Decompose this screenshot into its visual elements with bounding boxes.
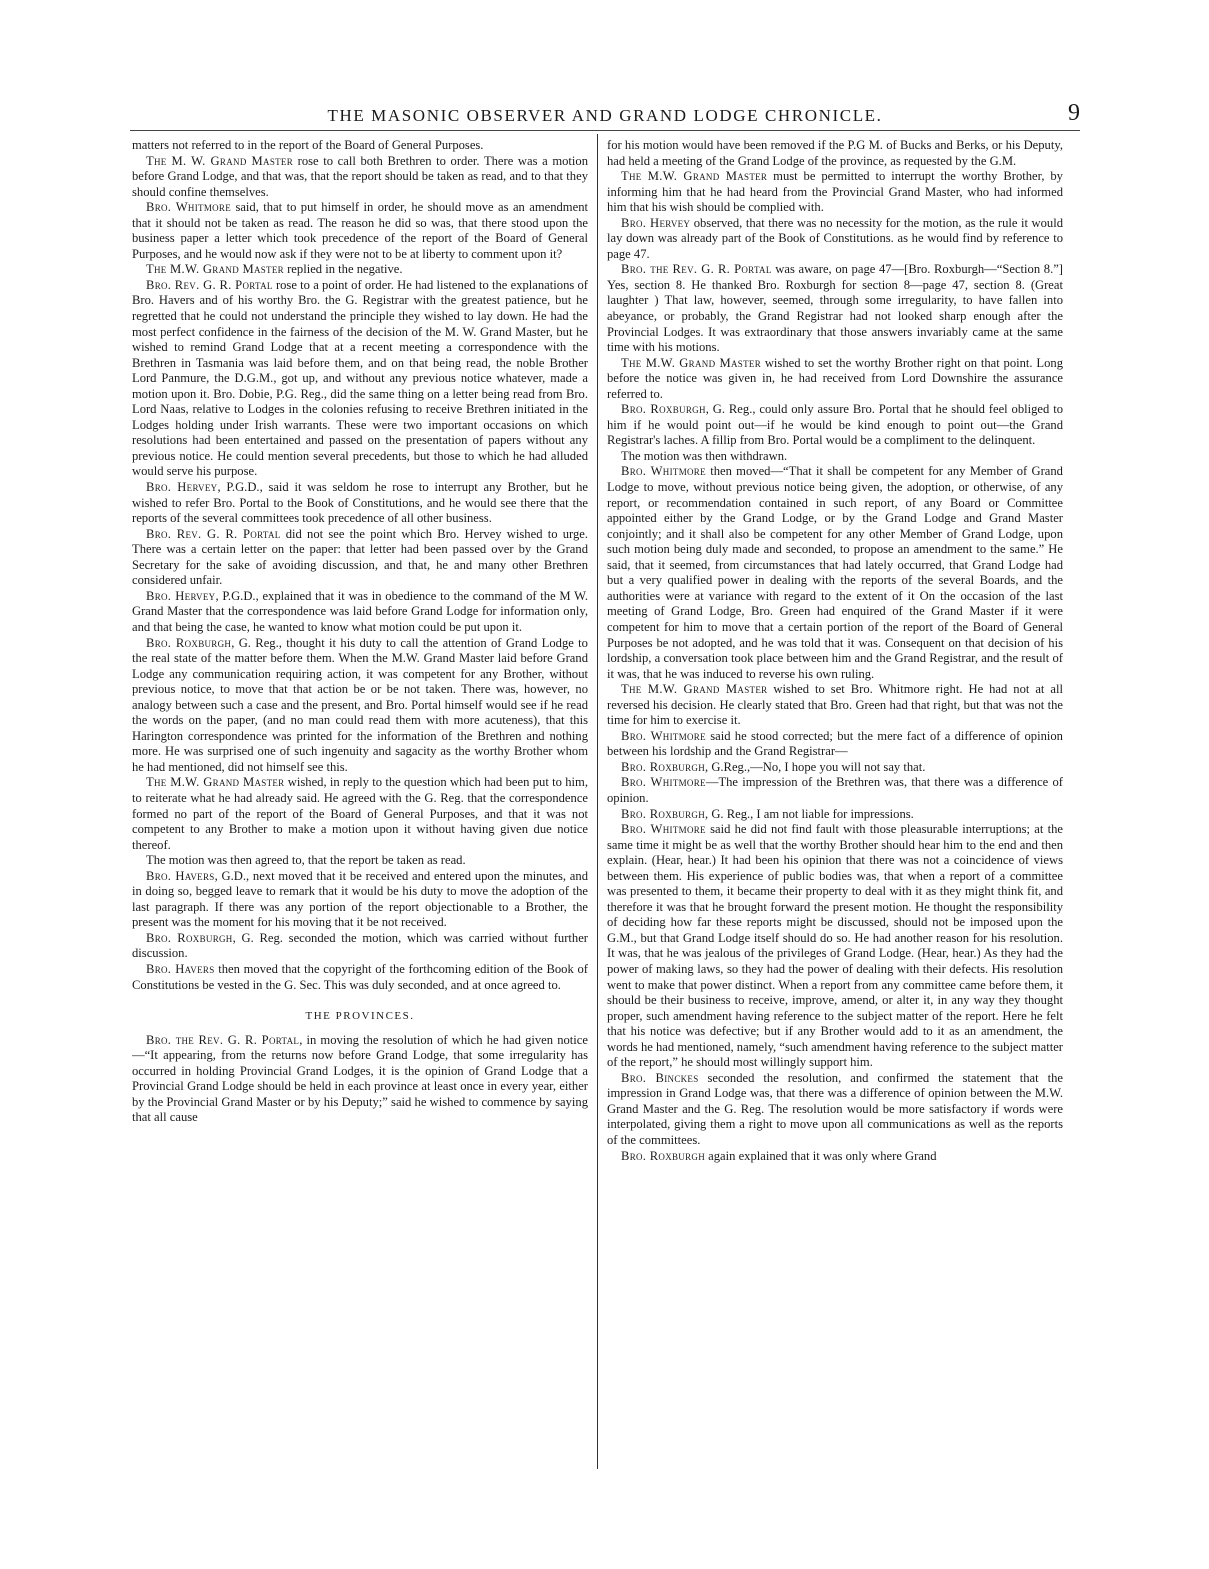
paragraph <box>607 402 1063 449</box>
speaker-name: Bro. Havers <box>146 961 215 976</box>
paragraph-text: was aware, on page 47—[Bro. Roxburgh—“Section 8.”] Yes, section 8. He thanked Bro. Roxburgh for section 8—page 47, section 8. (Great laughter ) That law, however, seemed, through some irregularity, to have fallen into abeyance, or probably, the Grand Registrar had not looked sharp enough after the Provincial Lodges. It was extraordinary that those answers invariably came at the same time with his motions. <box>607 262 1063 355</box>
paragraph <box>607 1071 1063 1149</box>
paragraph: for his motion would have been removed if the P.G M. of Bucks and Berks, or his Deputy, had held a meeting of the Grand Lodge of the province, as requested by the G.M. <box>607 138 1063 168</box>
paragraph: The motion was then withdrawn. <box>621 448 788 463</box>
speaker-name: Bro. Roxburgh <box>621 806 706 821</box>
paragraph-text: said he stood corrected; but the mere fact of a difference of opinion between his lordship and the Grand Registrar— <box>607 728 1063 759</box>
paragraph-text: , G. Reg. seconded the motion, which was carried without further discussion. <box>132 930 588 961</box>
paragraph <box>607 464 1063 682</box>
paragraph-text: rose to a point of order. He had listened to the explanations of Bro. Havers and of his worthy Bro. the G. Registrar with the greatest patience, but he regretted that he could not understand the principle they wished to lay down. He had the most perfect confidence in the fairness of the decision of the M. W. Grand Master, but he wished to remind Grand Lodge that at a recent meeting a correspondence with the Brethren in Tasmania was laid before them, and on that being read, the noble Brother Lord Panmure, the D.G.M., got up, and without any previous notice whatever, made a motion upon it. Bro. Dobie, P.G. Reg., did the same thing on a letter being read from Bro. Lord Naas, relative to Lodges in the colonies refusing to receive Brethren initiated in the Lodges holding under Irish warrants. These were two important occasions on which resolutions had been entertained and passed on the presentation of papers without any previous notice. He could mention several precedents, but those to which he had alluded would serve his purpose. <box>132 277 588 479</box>
paragraph <box>607 262 1063 355</box>
speaker-name: Bro. Whitmore <box>621 728 706 743</box>
paragraph <box>607 169 1063 216</box>
speaker-name: Bro. Roxburgh <box>146 635 232 650</box>
paragraph-text: , G.D., next moved that it be received and entered upon the minutes, and in doing so, begged leave to remark that it would be his duty to move the adoption of the last paragraph. If there was any portion of the report objectionable to a Brother, the present was the moment for his moving that it be not received. <box>132 868 588 930</box>
speaker-name: Bro. Rev. G. R. Portal <box>146 526 281 541</box>
right-column <box>607 138 1063 1470</box>
paragraph: The motion was then agreed to, that the report be taken as read. <box>146 853 466 868</box>
speaker-name: The M.W. Grand Master <box>146 262 284 277</box>
speaker-name: Bro. Whitmore <box>621 775 706 790</box>
speaker-name: The M.W. Grand Master <box>621 355 761 370</box>
paragraph <box>607 775 1063 806</box>
paragraph <box>607 822 1063 1071</box>
speaker-name: The M.W. Grand Master <box>146 775 285 790</box>
speaker-name: Bro. Havers <box>146 868 215 883</box>
paragraph <box>132 262 588 278</box>
paragraph <box>132 962 588 993</box>
paragraph <box>607 760 1063 776</box>
paragraph: matters not referred to in the report of the Board of General Purposes. <box>132 138 484 152</box>
paragraph <box>132 636 588 776</box>
paragraph-text: replied in the negative. <box>283 262 403 277</box>
paragraph-text: —The impression of the Brethren was, that there was a difference of opinion. <box>607 775 1063 805</box>
speaker-name: Bro. Roxburgh <box>621 759 706 774</box>
paragraph <box>607 356 1063 403</box>
column-divider <box>597 134 598 1469</box>
paragraph-text: , P.G.D., explained that it was in obedience to the command of the M W. Grand Master that the correspondence was laid before Grand Lodge for information only, and that being the case, he wanted to know what motion could be put upon it. <box>132 588 588 634</box>
speaker-name: Bro. the Rev. G. R. Portal <box>621 262 772 277</box>
paragraph <box>132 775 588 853</box>
paragraph-text: said he did not find fault with those pleasurable interruptions; at the same time it might be as well that the worthy Brother should hear him to the end and then explain. (Hear, hear.) It had been his opinion that there was not a coincidence of views between them. His experience of public bodies was, that when a report of a committee was presented to them, it became their property to deal with it as they might think fit, and therefore it was that he brought forward the present motion. He thought the responsibility of deciding how far these reports might be discussed, should not be imposed upon the G.M., but that Grand Lodge itself should do so. He had another reason for his resolution. It was, that he was jealous of the privileges of Grand Lodge. (Hear, hear.) As they had the power of making laws, so they had the power of dealing with their defects. His resolution went to make that power distinct. When a report from any committee came before them, it should be their business to receive, improve, amend, or alter it, in any way they thought proper, such amendment having reference to the subject matter of the report. Here he felt that his notice was defective; but if any Brother would add to it as an amendment, the words he had mentioned, namely, “such amendment having reference to the subject matter of the report,” he should most willingly support him. <box>607 822 1063 1070</box>
paragraph <box>607 1149 1063 1165</box>
paragraph-text: , in moving the resolution of which he had given notice—“It appearing, from the returns now before Grand Lodge, that some irregularity has occurred in holding Provincial Grand Lodges, it is the opinion of Grand Lodge that a Provincial Grand Lodge should be held in each province at least once in every year, either by the Provincial Grand Master or by his Deputy;” said he wished to commence by saying that all cause <box>132 1032 588 1125</box>
speaker-name: Bro. the Rev. G. R. Portal <box>146 1032 300 1047</box>
header-rule <box>130 130 1080 131</box>
speaker-name: Bro. Whitmore <box>146 200 232 215</box>
paragraph-text: wished, in reply to the question which had been put to him, to reiterate what he had already said. He agreed with the G. Reg. that the correspondence formed no part of the report of the Board of General Purposes, and that it was not competent to any Brother to make a motion upon it without having given due notice thereof. <box>132 775 588 852</box>
speaker-name: Bro. Whitmore <box>621 822 706 837</box>
paragraph-text: , G. Reg., could only assure Bro. Portal that he should feel obliged to him if he would point out—if he would be kind enough to point out—the Grand Registrar's laches. A fillip from Bro. Portal would be a compliment to the delinquent. <box>607 402 1063 448</box>
speaker-name: Bro. Whitmore <box>621 464 706 479</box>
paragraph-text: rose to call both Brethren to order. There was a motion before Grand Lodge, and that was, that the report should be taken as read, and to that they should confine themselves. <box>132 153 588 199</box>
speaker-name: The M. W. Grand Master <box>146 153 294 168</box>
paragraph <box>132 154 588 201</box>
section-heading: THE PROVINCES. <box>305 1010 415 1023</box>
paragraph <box>607 682 1063 729</box>
paragraph-text: must be permitted to interrupt the worthy Brother, by informing him that he had heard from the Provincial Grand Master, who had informed him that his wish should be complied with. <box>607 169 1063 215</box>
speaker-name: Bro. Hervey <box>146 588 216 603</box>
page-number: 9 <box>1068 100 1080 126</box>
paragraph-text: observed, that there was no necessity for the motion, as the rule it would lay down was already part of the Book of Constitutions. as he would find by reference to page 47. <box>607 215 1063 261</box>
speaker-name: Bro. Hervey <box>146 480 218 495</box>
paragraph <box>607 216 1063 263</box>
speaker-name: Bro. Hervey <box>621 215 691 230</box>
paragraph <box>132 278 588 480</box>
paragraph <box>132 200 588 262</box>
paragraph <box>132 589 588 636</box>
paragraph-text: wished to set the worthy Brother right on that point. Long before the notice was given in, he had received from Lord Downshire the assurance referred to. <box>607 355 1063 401</box>
paragraph <box>132 480 588 527</box>
paragraph-text: said, that to put himself in order, he should move as an amendment that it should not be taken as read. The reason he did so was, that there stood upon the business paper a letter which took precedence of the report of the Board of General Purposes, and he would now ask if they were not to be at liberty to comment upon it? <box>132 200 588 261</box>
speaker-name: The M.W. Grand Master <box>621 682 768 697</box>
speaker-name: The M.W. Grand Master <box>621 169 768 184</box>
speaker-name: Bro. Roxburgh <box>621 402 706 417</box>
paragraph-text: again explained that it was only where Grand <box>705 1148 937 1163</box>
speaker-name: Bro. Roxburgh <box>621 1148 706 1163</box>
speaker-name: Bro. Rev. G. R. Portal <box>146 277 273 292</box>
paragraph-text: , G. Reg., I am not liable for impressions. <box>705 806 914 821</box>
paragraph-text: seconded the resolution, and confirmed the statement that the impression in Grand Lodge was, that there was a difference of opinion between the M.W. Grand Master and the G. Reg. The resolution would be more satisfactory if words were interpolated, giving them a right to move upon all communications as well as the reports of the committees. <box>607 1070 1063 1147</box>
left-column <box>132 138 588 1470</box>
paragraph <box>132 527 588 589</box>
paragraph-text: , P.G.D., said it was seldom he rose to interrupt any Brother, but he wished to refer Bro. Portal to the Book of Constitutions, and he would see there that the reports of the several committees took precedence of all other business. <box>132 480 588 526</box>
paragraph <box>132 869 588 931</box>
paragraph <box>607 729 1063 760</box>
paragraph-text: then moved that the copyright of the forthcoming edition of the Book of Constitutions be vested in the G. Sec. This was duly seconded, and at once agreed to. <box>132 961 588 992</box>
paragraph-text: then moved—“That it shall be competent for any Member of Grand Lodge to move, without previous notice being given, the adoption, or otherwise, of any report, or recommendation contained in such report, of any Board or Committee appointed either by the Grand Lodge, or by the Grand Lodge and Grand Master conjointly; and it shall also be competent for any other Member of Grand Lodge, upon such motion being duly made and seconded, to propose an amendment to the same.” He said, that it seemed, from circumstances that had lately occurred, that Grand Lodge had but a very qualified power in dealing with the reports of the several Boards, and the authorities were at variance with regard to the extent of it On the occasion of the last meeting of Grand Lodge, Bro. Green had enquired of the Grand Master if it were competent for him to move that a certain portion of the report of the Board of General Purposes be not adopted, and he was told that it was. Consequent on that decision of his lordship, a conversation took place between him and the Grand Registrar, and the result of it was, that he was induced to reverse his own ruling. <box>607 464 1063 681</box>
paragraph-text: , G.Reg.,—No, I hope you will not say that. <box>705 759 926 774</box>
paragraph-text: wished to set Bro. Whitmore right. He had not at all reversed his decision. He clearly stated that Bro. Green had that right, but that was not the time for him to exercise it. <box>607 682 1063 728</box>
paragraph <box>132 1033 588 1126</box>
speaker-name: Bro. Binckes <box>621 1070 699 1085</box>
speaker-name: Bro. Roxburgh <box>146 930 233 945</box>
running-title: THE MASONIC OBSERVER AND GRAND LODGE CHRONICLE. <box>327 106 883 125</box>
paragraph-text: did not see the point which Bro. Hervey wished to urge. There was a certain letter on the paper: that letter had been passed over by the Grand Secretary for the sake of avoiding discussion, and that, he and many other Brethren considered unfair. <box>132 526 588 588</box>
paragraph <box>607 807 1063 823</box>
paragraph <box>132 931 588 962</box>
paragraph-text: , G. Reg., thought it his duty to call the attention of Grand Lodge to the real state of the matter before them. When the M.W. Grand Master laid before Grand Lodge any communication requiring action, it was competent for any Brother, without previous notice, to move that that action be or be not taken. There was, however, no analogy between such a case and the present, and Bro. Portal himself would see if he read the words on the paper, (and no man could read them with more acuteness), that this Harington correspondence was printed for the information of the Brethren and nothing more. He was surprised one of such ingenuity and sagacity as the worthy Brother whom he had mentioned, did not himself see this. <box>132 635 588 774</box>
